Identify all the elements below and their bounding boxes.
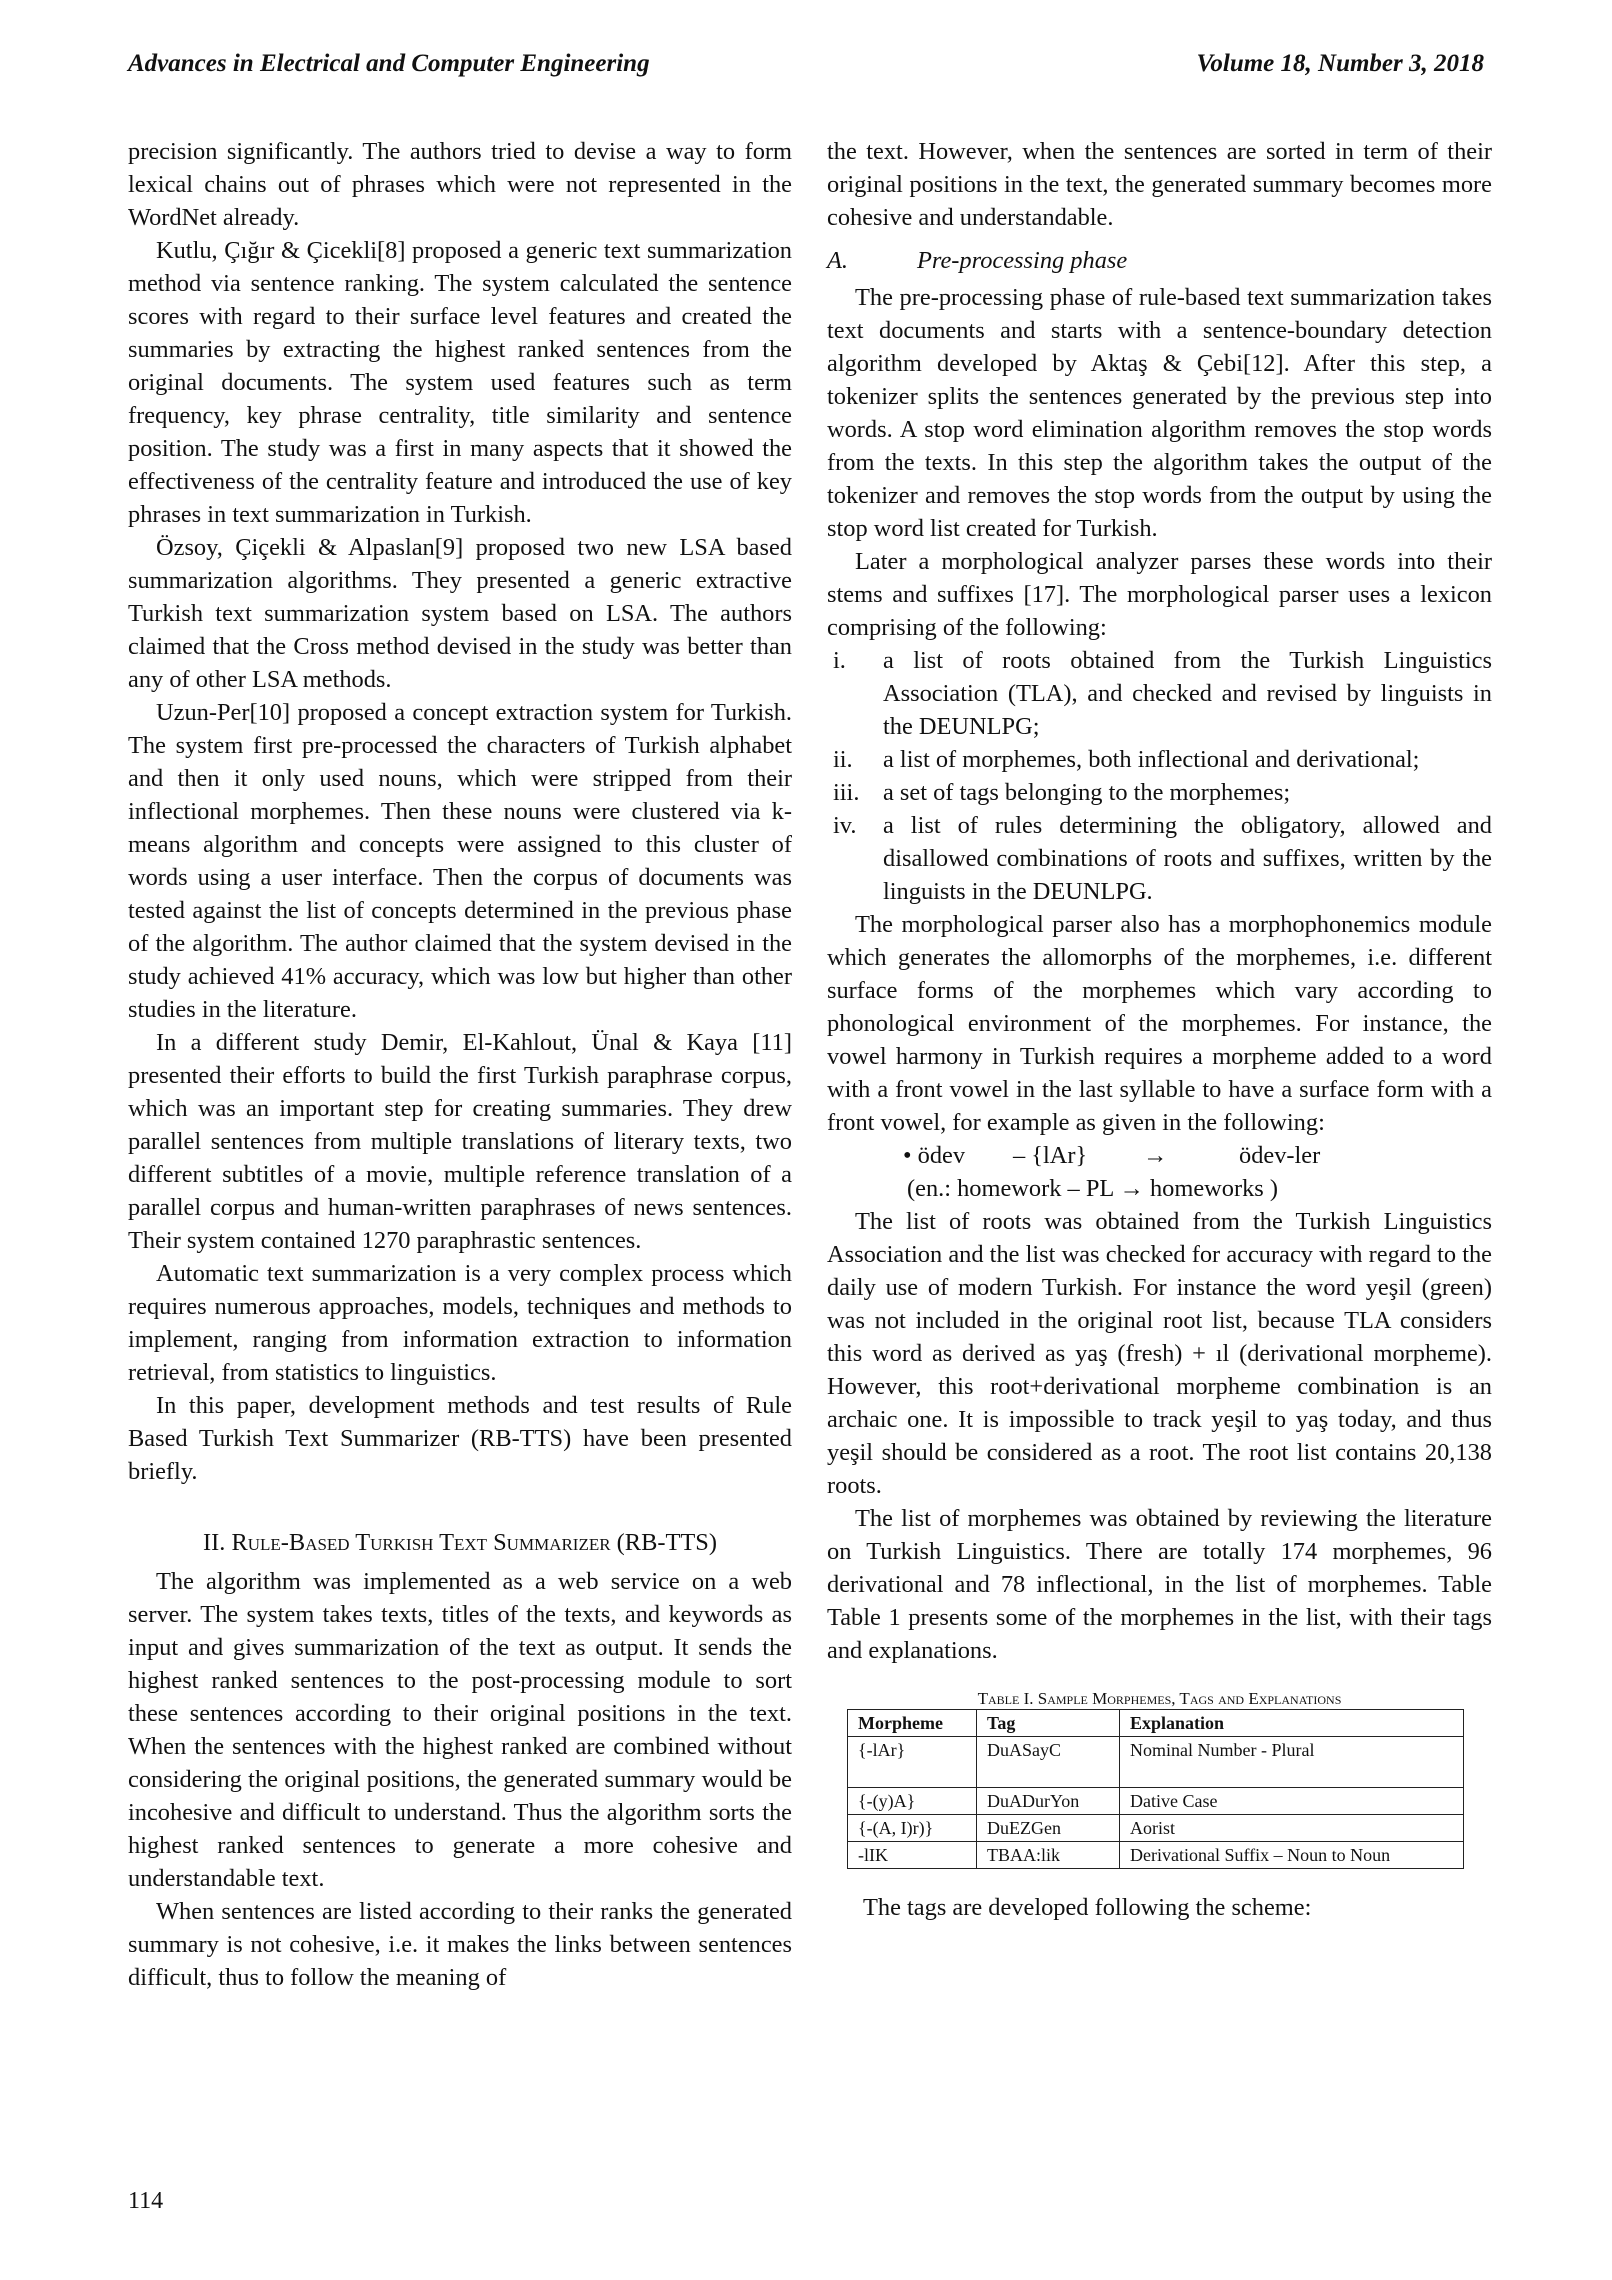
list-number: iv. — [833, 812, 857, 839]
table-header: Explanation — [1120, 1710, 1464, 1737]
paragraph: The tags are developed following the scheme: — [863, 1894, 1312, 1921]
table-header: Morpheme — [848, 1710, 977, 1737]
example-result: ödev-ler — [1239, 1142, 1321, 1169]
section-number: II. — [203, 1529, 226, 1556]
list-text: a set of tags belonging to the morphemes; — [883, 779, 1291, 806]
table-cell: {-lAr} — [848, 1737, 977, 1788]
subsection-letter: A. — [827, 247, 848, 274]
page-number: 114 — [128, 2188, 164, 2214]
paragraph: The morphological parser also has a morphophonemics module which generates the allomorphs of the morphemes, i.e. different surface forms of the morphemes which vary according to phonological environment of the morphemes. For instance, the vowel harmony in Turkish requires a morpheme added to a word with a front vowel in the last syllable to have a surface form with a front vowel, for example as given in the following: — [827, 911, 1492, 1136]
table-cell: Derivational Suffix – Noun to Noun — [1120, 1842, 1464, 1869]
list-text: a list of morphemes, both inflectional and derivational; — [883, 746, 1420, 773]
table-cell: DuADurYon — [977, 1788, 1120, 1815]
example-suffix: – {lAr} — [1013, 1142, 1088, 1169]
morpheme-table — [847, 1709, 1464, 1869]
list-number: i. — [833, 647, 846, 674]
paragraph: When sentences are listed according to their ranks the generated summary is not cohesive, i.e. it makes the links between sentences difficult, thus to follow the meaning of — [128, 1898, 792, 1991]
table-cell: {-(y)A} — [848, 1788, 977, 1815]
subsection-title: Pre-processing phase — [917, 247, 1128, 274]
list-number: ii. — [833, 746, 853, 773]
list-item — [827, 809, 1492, 908]
paragraph: The list of morphemes was obtained by reviewing the literature on Turkish Linguistics. There are totally 174 morphemes, 96 derivational and 78 inflectional, in the list of morphemes. Table Table 1 presents some of the morphemes in the list, with their tags and explanations. — [827, 1505, 1492, 1664]
right-column — [827, 135, 1492, 1924]
list-text: a list of roots obtained from the Turkish Linguistics Association (TLA), and checked and revised by linguists in the DEUNLPG; — [883, 647, 1492, 740]
table-cell: Nominal Number - Plural — [1120, 1737, 1464, 1788]
table-cell: {-(A, I)r)} — [848, 1815, 977, 1842]
table-cell: DuEZGen — [977, 1815, 1120, 1842]
list-text: a list of rules determining the obligatory, allowed and disallowed combinations of roots and suffixes, written by the linguists in the DEUNLPG. — [883, 812, 1492, 905]
paragraph: Automatic text summarization is a very complex process which requires numerous approaches, models, techniques and methods to implement, ranging from information extraction to information retrieval, from statistics to linguistics. — [128, 1260, 792, 1386]
table-caption: Table I. Sample Morphemes, Tags and Explanations — [977, 1689, 1342, 1708]
journal-title: Advances in Electrical and Computer Engineering — [128, 50, 650, 77]
list-item — [827, 776, 1492, 809]
table-row — [848, 1788, 1464, 1815]
list-number: iii. — [833, 779, 860, 806]
section-heading — [128, 1526, 792, 1559]
list-item — [827, 644, 1492, 743]
volume-info: Volume 18, Number 3, 2018 — [1196, 50, 1484, 77]
lexicon-list — [827, 644, 1492, 908]
list-item — [827, 743, 1492, 776]
table-cell: Aorist — [1120, 1815, 1464, 1842]
paragraph: In a different study Demir, El-Kahlout, Ünal & Kaya [11] presented their efforts to build the first Turkish paraphrase corpus, which was an important step for creating summaries. They drew parallel sentences from multiple translations of literary texts, two different subtitles of a movie, multiple reference translation of a parallel corpus and human-written paraphrases of news sentences. Their system contained 1270 paraphrastic sentences. — [128, 1029, 792, 1254]
paragraph: Uzun-Per[10] proposed a concept extraction system for Turkish. The system first pre-processed the characters of Turkish alphabet and then it only used nouns, which were stripped from their inflectional morphemes. Then these nouns were clustered via k-means algorithm and concepts were assigned to this cluster of words using a user interface. Then the corpus of documents was tested against the list of concepts determined in the previous phase of the algorithm. The author claimed that the system devised in the study achieved 41% accuracy, which was low but higher than other studies in the literature. — [128, 699, 792, 1023]
paragraph: Later a morphological analyzer parses these words into their stems and suffixes [17]. The morphological parser uses a lexicon comprising of the following: — [827, 548, 1492, 641]
table-cell: Dative Case — [1120, 1788, 1464, 1815]
example-root: • ödev — [903, 1142, 966, 1169]
paragraph: Kutlu, Çığır & Çicekli[8] proposed a generic text summarization method via sentence ranking. The system calculated the sentence scores with regard to their surface level features and created the summaries by extracting the highest ranked sentences from the original documents. The system used features such as term frequency, key phrase centrality, title similarity and sentence position. The study was a first in many aspects that it showed the effectiveness of the centrality feature and introduced the use of key phrases in text summarization in Turkish. — [128, 237, 792, 528]
example-gloss: (en.: homework – PL → homeworks ) — [907, 1175, 1278, 1202]
table-cell: -lIK — [848, 1842, 977, 1869]
left-column — [128, 135, 792, 1994]
example-line — [827, 1139, 1492, 1172]
running-header — [128, 50, 1484, 86]
table-cell: DuASayC — [977, 1737, 1120, 1788]
table-row — [848, 1815, 1464, 1842]
paragraph: Özsoy, Çiçekli & Alpaslan[9] proposed two new LSA based summarization algorithms. They presented a generic extractive Turkish text summarization system based on LSA. The authors claimed that the Cross method devised in the study was better than any of other LSA methods. — [128, 534, 792, 693]
paragraph: The algorithm was implemented as a web service on a web server. The system takes texts, titles of the texts, and keywords as input and gives summarization of the text as output. It sends the highest ranked sentences to the post-processing module to sort these sentences according to their original positions in the text. When the sentences with the highest ranked are combined without considering the original positions, the generated summary would be incohesive and difficult to understand. Thus the algorithm sorts the highest ranked sentences to generate a more cohesive and understandable text. — [128, 1568, 792, 1892]
section-title: Rule-Based Turkish Text Summarizer (RB-TTS) — [231, 1529, 717, 1556]
table-cell: TBAA:lik — [977, 1842, 1120, 1869]
table-row — [848, 1842, 1464, 1869]
paragraph: precision significantly. The authors tried to devise a way to form lexical chains out of phrases which were not represented in the WordNet already. — [128, 138, 792, 231]
paragraph: The list of roots was obtained from the Turkish Linguistics Association and the list was checked for accuracy with regard to the daily use of modern Turkish. For instance the word yeşil (green) was not included in the original root list, because TLA considers this word as derived as yaş (fresh) + ıl (derivational morpheme). However, this root+derivational morpheme combination is an archaic one. It is impossible to track yeşil to yaş today, and thus yeşil should be considered as a root. The root list contains 20,138 roots. — [827, 1208, 1492, 1499]
paragraph: The pre-processing phase of rule-based text summarization takes text documents and starts with a sentence-boundary detection algorithm developed by Aktaş & Çebi[12]. After this step, a tokenizer splits the sentences generated by the previous step into words. A stop word elimination algorithm removes the stop words from the texts. In this step the algorithm takes the output of the tokenizer and removes the stop words from the output by using the stop word list created for Turkish. — [827, 284, 1492, 542]
table-header-row — [848, 1710, 1464, 1737]
paragraph: the text. However, when the sentences are sorted in term of their original positions in the text, the generated summary becomes more cohesive and understandable. — [827, 138, 1492, 231]
arrow-icon: → — [1143, 1142, 1168, 1169]
table-header: Tag — [977, 1710, 1120, 1737]
table-row — [848, 1737, 1464, 1788]
paragraph: In this paper, development methods and test results of Rule Based Turkish Text Summarizer (RB-TTS) have been presented briefly. — [128, 1392, 792, 1485]
subsection-heading — [827, 244, 1492, 277]
